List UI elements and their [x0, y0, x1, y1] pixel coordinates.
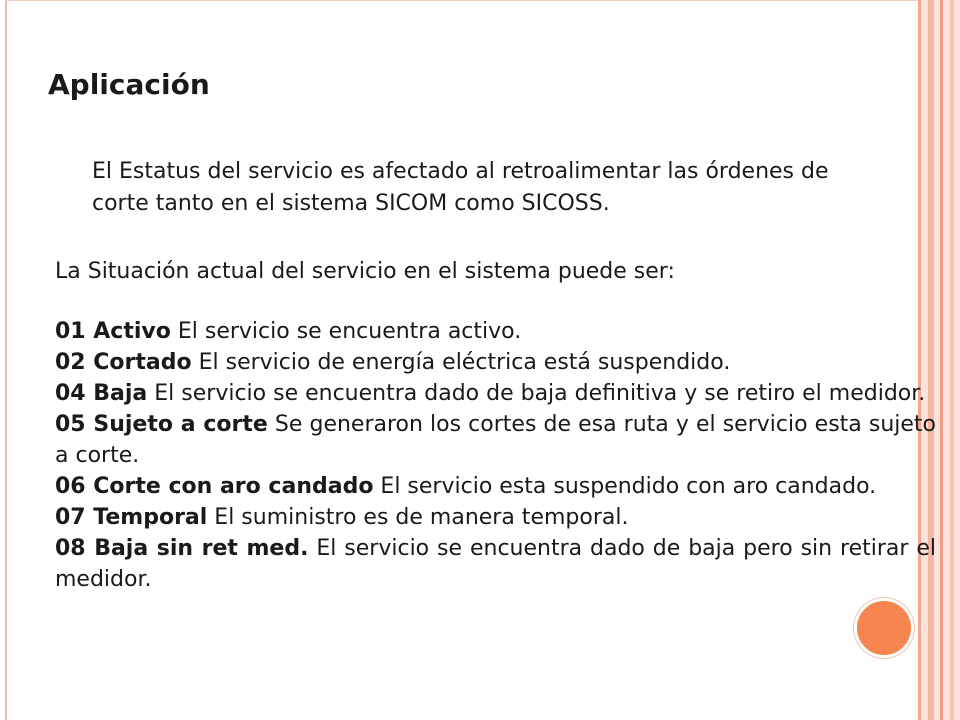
status-item-corte-aro-candado	[55, 471, 936, 502]
status-description: El servicio de energía eléctrica está suspendido.	[191, 350, 731, 375]
status-description: Se generaron los cortes de esa ruta y el servicio esta sujeto a corte.	[55, 412, 936, 468]
status-item-sujeto-a-corte	[55, 409, 936, 471]
status-description: El servicio esta suspendido con aro candado.	[373, 474, 877, 499]
accent-circle	[854, 598, 914, 658]
status-code: 02 Cortado	[55, 350, 192, 375]
status-item-cortado	[55, 347, 936, 378]
status-description: El suministro es de manera temporal.	[207, 505, 629, 530]
intro-paragraph: El Estatus del servicio es afectado al retroalimentar las órdenes de corte tanto en el sistema SICOM como SICOSS.	[92, 159, 829, 216]
status-code: 07 Temporal	[55, 505, 208, 530]
status-description: El servicio se encuentra dado de baja pero sin retirar el medidor.	[55, 536, 936, 592]
status-description: El servicio se encuentra dado de baja definitiva y se retiro el medidor.	[147, 381, 926, 406]
status-code: 05 Sujeto a corte	[55, 412, 268, 437]
status-code: 04 Baja	[55, 381, 148, 406]
decorative-stripe	[950, 0, 954, 720]
decorative-stripe	[940, 0, 943, 720]
status-item-activo	[55, 316, 936, 347]
slide-title: Aplicación	[48, 68, 210, 101]
left-frame-line	[5, 0, 7, 720]
status-description: El servicio se encuentra activo.	[170, 319, 522, 344]
status-code: 01 Activo	[55, 319, 171, 344]
status-list	[55, 316, 936, 595]
status-item-baja-sin-ret-med	[55, 533, 936, 595]
status-code: 08 Baja sin ret med.	[55, 536, 309, 561]
status-code: 06 Corte con aro candado	[55, 474, 374, 499]
lead-sentence: La Situación actual del servicio en el sistema puede ser:	[55, 259, 675, 284]
status-item-baja	[55, 378, 936, 409]
top-frame-line	[5, 0, 920, 1]
status-item-temporal	[55, 502, 936, 533]
